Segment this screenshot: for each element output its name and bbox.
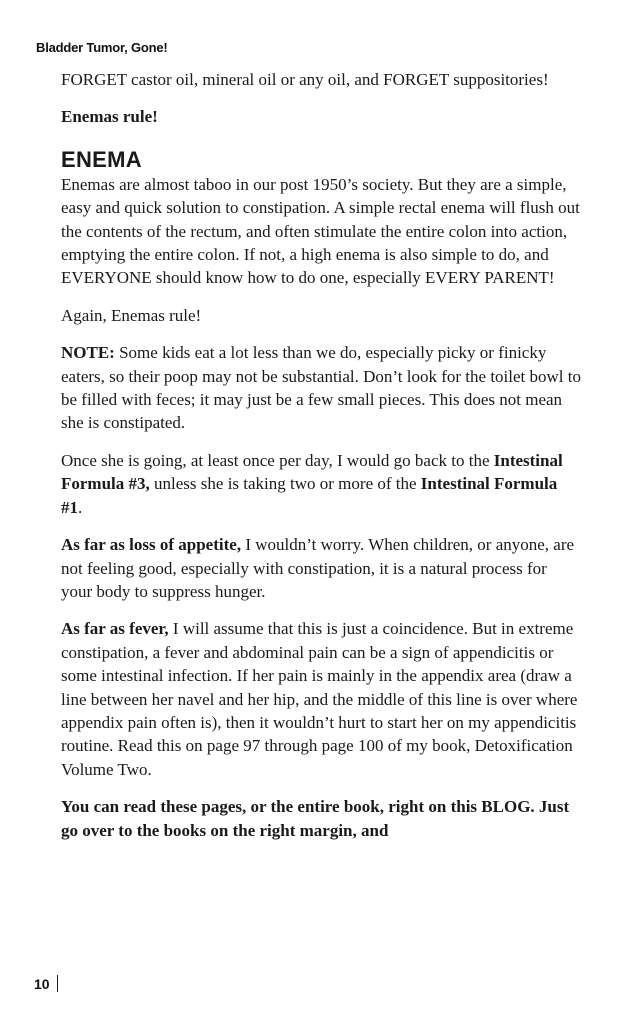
formula-text-e: .	[78, 497, 83, 517]
fever-lead: As far as fever,	[61, 619, 169, 639]
formula-3-label: Intestinal Formula #3,	[61, 450, 563, 494]
page-body	[61, 68, 581, 856]
note-label: NOTE:	[61, 343, 115, 363]
paragraph-forget-oils: FORGET castor oil, mineral oil or any oil, and FORGET suppositories!	[61, 70, 549, 89]
formula-text-c: unless she is taking two or more of the	[149, 474, 421, 494]
paragraph-enema-explanation: Enemas are almost taboo in our post 1950’s society. But they are a simple, easy and quick solution to constipation. A simple rectal enema will flush out the contents of the rectum, and often stimulate the entire colon into action, emptying the entire colon. If not, a high enema is also simple to do, and EVERYONE should know how to do one, especially EVERY PARENT!	[61, 174, 580, 288]
note-text: Some kids eat a lot less than we do, especially picky or finicky eaters, so their poop may not be substantial. Don’t look for the toilet bowl to be filled with feces; it may just be a few small pieces. This does not mean she is constipated.	[61, 343, 581, 433]
formula-text-a: Once she is going, at least once per day, I would go back to the	[61, 450, 494, 470]
paragraph-note	[61, 341, 581, 435]
section-heading-enema: ENEMA	[61, 146, 142, 172]
paragraph-read-on-blog: You can read these pages, or the entire book, right on this BLOG. Just go over to the books on the right margin, and	[61, 797, 570, 840]
paragraph-fever	[61, 617, 581, 781]
appetite-text: I wouldn’t worry. When children, or anyone, are not feeling good, especially with constipation, it is a natural process for your body to suppress hunger.	[61, 535, 575, 601]
paragraph-intestinal-formula	[61, 449, 581, 519]
formula-1-label: Intestinal Formula #1	[61, 474, 558, 517]
appetite-lead: As far as loss of appetite,	[61, 535, 242, 555]
running-head: Bladder Tumor, Gone!	[36, 40, 168, 55]
paragraph-loss-of-appetite	[61, 533, 581, 603]
paragraph-enemas-rule: Enemas rule!	[61, 107, 158, 127]
paragraph-again-enemas-rule: Again, Enemas rule!	[61, 305, 202, 325]
fever-text: I will assume that this is just a coincidence. But in extreme constipation, a fever and abdominal pain can be a sign of appendicitis or some intestinal infection. If her pain is mainly in the appendix area (draw a line between her navel and her hip, and the middle of this line is over where appendix pain often is), then it wouldn’t hurt to start her on my appendicitis routine. Read this on page 97 through page 100 of my book, Detoxification Volume Two.	[61, 619, 578, 779]
page-number-divider	[57, 975, 58, 992]
page-number: 10	[34, 976, 50, 992]
